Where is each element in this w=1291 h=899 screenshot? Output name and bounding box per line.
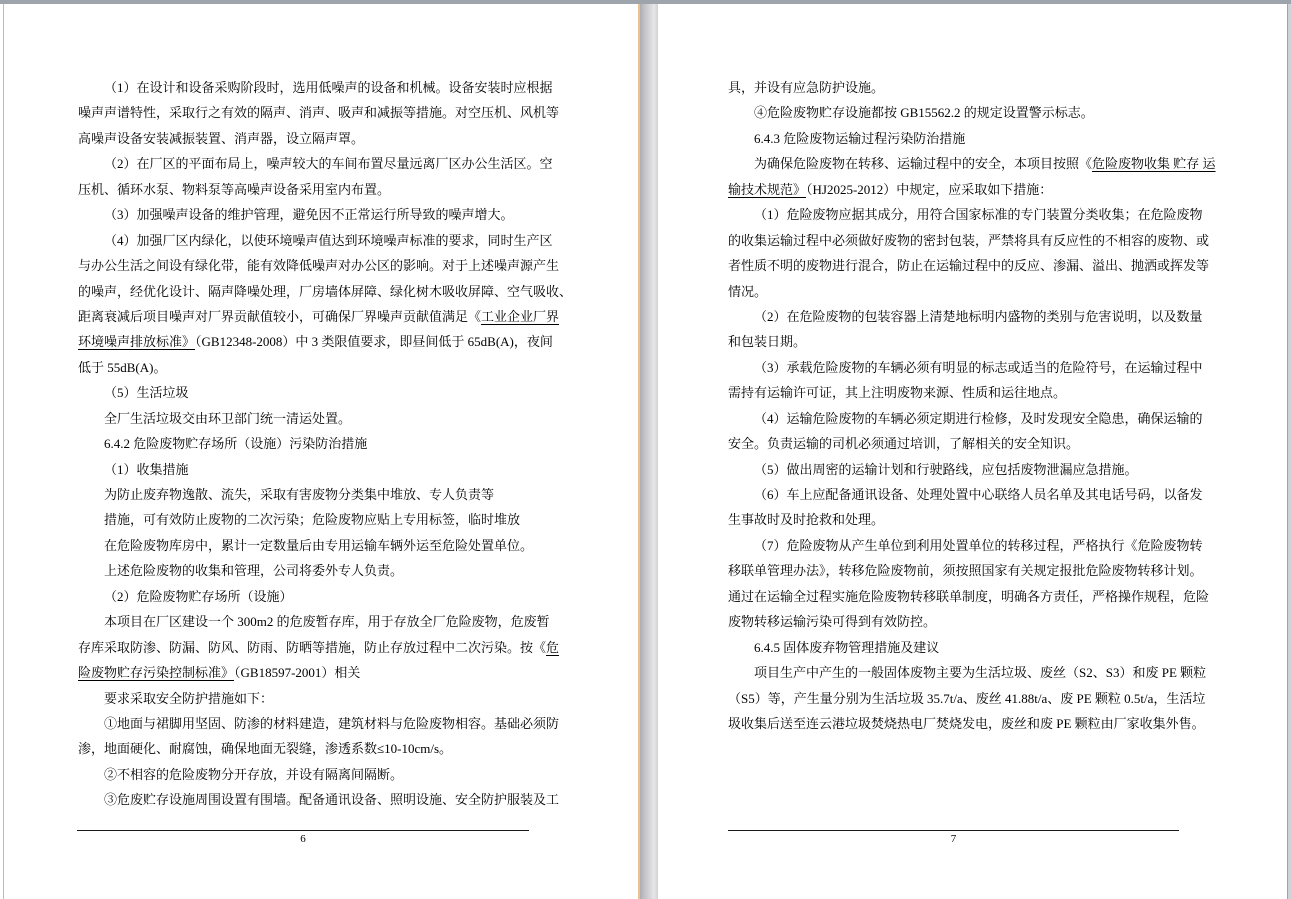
text-line <box>728 711 1225 736</box>
text-line <box>78 279 573 304</box>
text-segment: 与办公生活之间设有绿化带，能有效降低噪声对办公区的影响。对于上述噪声源产生 <box>78 258 560 274</box>
text-line <box>78 380 564 405</box>
text-line <box>78 609 564 634</box>
text-segment: 高噪声设备安装减振装置、消声器，设立隔声罩。 <box>78 130 365 146</box>
text-segment: （HJ2025-2012）中规定，应采取如下措施： <box>806 181 1053 197</box>
text-line <box>78 75 564 100</box>
text-segment: 和包装日期。 <box>728 334 807 350</box>
text-line <box>728 482 1225 507</box>
text-segment: 噪声声谱特性，采取行之有效的隔声、消声、吸声和减振等措施。对空压机、风机等 <box>78 105 560 121</box>
text-line <box>78 406 564 431</box>
text-line <box>78 558 564 583</box>
text-segment: 具，并设有应急防护设施。 <box>728 80 885 95</box>
text-segment: （S5）等，产生量分别为生活垃圾 35.7t/a、废丝 41.88t/a、废 PE 颗粒 0.5t/a，生活垃 <box>728 690 1206 706</box>
text-line <box>728 584 1225 609</box>
text-line <box>78 228 564 253</box>
text-line <box>728 253 1225 278</box>
text-line <box>728 126 1225 151</box>
text-segment: 移联单管理办法》，转移危险废物前，须按照国家有关规定报批危险废物转移计划。 <box>728 563 1203 579</box>
page-7[interactable] <box>658 4 1287 899</box>
page-gap-shadow <box>640 4 658 899</box>
text-segment: （GB18597-2001）相关 <box>234 665 361 681</box>
text-segment: 距离衰减后项目噪声对厂界贡献值较小，可确保厂界噪声贡献值满足《 <box>78 308 482 324</box>
workspace-top-edge <box>0 0 1291 4</box>
text-segment: 生事故时及时抢救和处理。 <box>728 512 885 528</box>
underlined-text-segment: 险废物贮存污染控制标准》 <box>78 665 235 681</box>
text-segment: 措施，可有效防止废物的二次污染；危险废物应贴上专用标签，临时堆放 <box>104 512 521 528</box>
text-segment: （4）运输危险废物的车辆必须定期进行检修，及时发现安全隐患，确保运输的 <box>754 410 1203 426</box>
text-line <box>728 457 1225 482</box>
underlined-text-segment: 危 <box>546 639 560 655</box>
text-line <box>728 202 1225 227</box>
text-segment: （1）在设计和设备采购阶段时，选用低噪声的设备和机械。设备安装时应根据 <box>104 80 553 95</box>
left-page-edge <box>3 4 4 899</box>
text-segment: 上述危险废物的收集和管理，公司将委外专人负责。 <box>104 563 404 579</box>
page-number: 7 <box>950 833 957 845</box>
text-segment: （2）在危险废物的包装容器上清楚地标明内盛物的类别与危害说明，以及数量 <box>754 308 1203 324</box>
text-line <box>728 507 1225 532</box>
text-segment: 通过在运输全过程实施危险废物转移联单制度，明确各方责任，严格操作规程，危险 <box>728 588 1210 604</box>
text-segment: （2）危险废物贮存场所（设施） <box>104 588 293 604</box>
text-line <box>728 635 1225 660</box>
text-line <box>78 457 564 482</box>
text-segment: （1）收集措施 <box>104 461 189 477</box>
text-line <box>728 686 1225 711</box>
page-7-footer <box>728 830 1179 846</box>
page-7-text <box>728 75 1225 736</box>
text-line <box>728 177 1225 202</box>
text-segment: ③危废贮存设施周围设置有围墙。配备通讯设备、照明设施、安全防护服装及工 <box>104 792 560 808</box>
text-line <box>728 228 1225 253</box>
text-segment: 废物转移运输污染可得到有效防控。 <box>728 614 937 630</box>
text-line <box>78 686 564 711</box>
page-6-footer <box>77 830 529 846</box>
text-segment: 项目生产中产生的一般固体废物主要为生活垃圾、废丝（S2、S3）和废 PE 颗粒 <box>754 665 1207 681</box>
text-line <box>78 151 564 176</box>
text-segment: （6）车上应配备通讯设备、处理处置中心联络人员名单及其电话号码，以备发 <box>754 487 1203 502</box>
text-segment: 本项目在厂区建设一个 300m2 的危废暂存库，用于存放全厂危险废物，危废暂 <box>104 614 550 630</box>
page-number: 6 <box>300 833 306 845</box>
text-segment: （3）承载危险废物的车辆必须有明显的标志或适当的危险符号，在运输过程中 <box>754 359 1203 375</box>
text-line <box>78 253 564 278</box>
underlined-text-segment: 环境噪声排放标准》 <box>78 334 196 350</box>
text-line <box>728 558 1225 583</box>
text-segment: 的收集运输过程中必须做好废物的密封包装，严禁将具有反应性的不相容的废物、或 <box>728 232 1210 248</box>
text-segment: 要求采取安全防护措施如下： <box>104 690 274 706</box>
text-segment: （GB12348-2008）中 3 类限值要求，即昼间低于 65dB(A)，夜间 <box>195 334 553 350</box>
page-6-text <box>78 75 573 813</box>
text-line <box>728 100 1225 125</box>
text-segment: （3）加强噪声设备的维护管理，避免因不正常运行所导致的噪声增大。 <box>104 207 514 223</box>
text-segment: 安全。负责运输的司机必须通过培训，了解相关的安全知识。 <box>728 436 1080 452</box>
text-segment: 6.4.3 危险废物运输过程污染防治措施 <box>754 130 966 146</box>
underlined-text-segment: 工业企业厂界 <box>481 308 560 324</box>
text-line <box>78 787 564 812</box>
text-line <box>78 533 564 558</box>
text-line <box>78 711 564 736</box>
underlined-text-segment: 输技术规范》 <box>728 181 807 197</box>
text-segment: 渗，地面硬化、耐腐蚀，确保地面无裂缝，渗透系数≤10-10cm/s。 <box>78 741 453 757</box>
text-segment: 者性质不明的废物进行混合，防止在运输过程中的反应、渗漏、溢出、抛洒或挥发等 <box>728 258 1210 274</box>
footer-rule <box>77 830 529 831</box>
text-line <box>78 355 564 380</box>
text-segment: （1）危险废物应据其成分，用符合国家标准的专门装置分类收集；在危险废物 <box>754 207 1203 223</box>
text-line <box>78 507 564 532</box>
text-line <box>728 406 1225 431</box>
text-line <box>728 380 1225 405</box>
text-line <box>78 304 564 329</box>
text-segment: 为防止废弃物逸散、流失，采取有害废物分类集中堆放、专人负责等 <box>104 487 495 502</box>
text-segment: 圾收集后送至连云港垃圾焚烧热电厂焚烧发电，废丝和废 PE 颗粒由厂家收集外售。 <box>728 715 1205 731</box>
text-segment: ②不相容的危险废物分开存放，并设有隔离间隔断。 <box>104 766 404 782</box>
text-segment: ④危险废物贮存设施都按 GB15562.2 的规定设置警示标志。 <box>754 105 1094 121</box>
text-line <box>728 355 1225 380</box>
footer-rule <box>728 830 1179 831</box>
text-line <box>728 660 1225 685</box>
text-line <box>78 329 564 354</box>
text-segment: （2）在厂区的平面布局上，噪声较大的车间布置尽量远离厂区办公生活区。空 <box>104 156 553 172</box>
text-line <box>78 635 564 660</box>
text-line <box>728 151 1225 176</box>
text-segment: （4）加强厂区内绿化，以使环境噪声值达到环境噪声标准的要求，同时生产区 <box>104 232 553 248</box>
text-segment: （5）生活垃圾 <box>104 385 189 401</box>
text-segment: 为确保危险废物在转移、运输过程中的安全，本项目按照《 <box>754 156 1093 172</box>
text-line <box>78 431 564 456</box>
text-segment: 6.4.5 固体废弃物管理措施及建议 <box>754 639 940 655</box>
text-line <box>78 202 564 227</box>
text-line <box>728 609 1225 634</box>
text-segment: 情况。 <box>728 283 768 299</box>
text-line <box>78 126 564 151</box>
text-line <box>728 533 1225 558</box>
text-segment: 6.4.2 危险废物贮存场所（设施）污染防治措施 <box>104 436 368 452</box>
text-line <box>78 660 564 685</box>
text-line <box>728 304 1225 329</box>
text-segment: 低于 55dB(A)。 <box>78 359 167 375</box>
text-line <box>728 75 1225 100</box>
page-6[interactable] <box>4 4 638 899</box>
text-segment: ①地面与裙脚用坚固、防渗的材料建造，建筑材料与危险废物相容。基础必须防 <box>104 715 560 731</box>
text-segment: 在危险废物库房中，累计一定数量后由专用运输车辆外运至危险处置单位。 <box>104 537 534 553</box>
text-segment: （5）做出周密的运输计划和行驶路线，应包括废物泄漏应急措施。 <box>754 461 1138 477</box>
text-line <box>728 329 1225 354</box>
text-segment: 需持有运输许可证，其上注明废物来源、性质和运往地点。 <box>728 385 1067 401</box>
text-segment: 的噪声，经优化设计、隔声降噪处理，厂房墙体屏障、绿化树木吸收屏障、空气吸收、 <box>78 283 573 299</box>
text-line <box>78 100 564 125</box>
text-line <box>78 177 564 202</box>
text-line <box>78 762 564 787</box>
text-segment: （7）危险废物从产生单位到利用处置单位的转移过程，严格执行《危险废物转 <box>754 537 1203 553</box>
text-line <box>78 482 564 507</box>
text-segment: 压机、循环水泵、物料泵等高噪声设备采用室内布置。 <box>78 181 391 197</box>
text-segment: 全厂生活垃圾交由环卫部门统一清运处置。 <box>104 410 352 426</box>
text-line <box>78 584 564 609</box>
text-segment: 存库采取防渗、防漏、防风、防雨、防晒等措施，防止存放过程中二次污染。按《 <box>78 639 547 655</box>
text-line <box>728 279 1225 304</box>
text-line <box>728 431 1225 456</box>
underlined-text-segment: 危险废物收集 贮存 运 <box>1092 156 1216 172</box>
text-line <box>78 736 564 761</box>
